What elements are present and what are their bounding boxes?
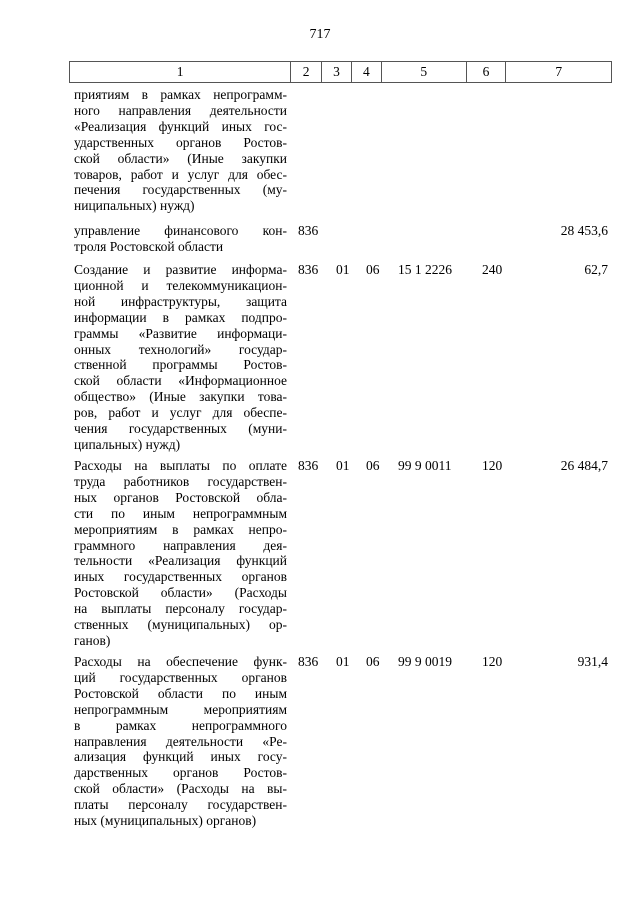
description-line: информации в рамках подпро- [74, 309, 287, 325]
description-line: направления деятельности «Ре- [74, 733, 287, 749]
description-line: печения государственных (му- [74, 182, 287, 198]
target-article-cell: 99 9 0019 [398, 654, 452, 669]
description-line: Расходы на выплаты по оплате [74, 458, 287, 473]
org-code-cell: 836 [298, 223, 319, 238]
org-code-cell: 836 [298, 262, 319, 277]
amount-cell: 62,7 [584, 262, 608, 277]
amount-cell: 26 484,7 [560, 458, 608, 473]
description-line: иных государственных органов [74, 569, 287, 585]
page-number: 717 [309, 27, 331, 42]
description-line: граммы «Развитие информаци- [74, 325, 287, 341]
description-line: сти по иным непрограммным [74, 505, 287, 521]
section-cell: 01 [336, 458, 350, 473]
table-header [69, 61, 612, 83]
column-header-5: 5 [382, 62, 467, 82]
description-line: ных (муниципальных) органов) [74, 813, 257, 829]
description-cell [74, 654, 287, 829]
description-cell [74, 223, 287, 255]
description-line: чения государственных (муни- [74, 421, 287, 437]
description-line: граммного направления дея- [74, 537, 287, 553]
description-line: ципальных) нужд) [74, 436, 181, 452]
description-cell [74, 458, 287, 649]
description-line: ного направления деятельности [74, 102, 287, 118]
description-line: Расходы на обеспечение функ- [74, 654, 287, 669]
description-line: общество» (Иные закупки това- [74, 389, 287, 405]
description-cell [74, 87, 287, 214]
description-line: ской области «Информационное [74, 373, 287, 389]
amount-cell: 931,4 [577, 654, 608, 669]
description-line: ных органов Ростовской обла- [74, 489, 287, 505]
description-line: ской области» (Иные закупки [74, 150, 287, 166]
description-line: ственной программы Ростов- [74, 357, 287, 373]
description-line: труда работников государствен- [74, 473, 287, 489]
amount-cell: 28 453,6 [560, 223, 608, 238]
description-line: ской области» (Расходы на вы- [74, 781, 287, 797]
description-line: ниципальных) нужд) [74, 198, 195, 214]
column-header-7: 7 [555, 64, 563, 79]
org-code-cell: 836 [298, 654, 319, 669]
column-header-1: 1 [70, 62, 291, 82]
description-line: ров, работ и услуг для обеспе- [74, 405, 287, 421]
section-cell: 01 [336, 654, 350, 669]
description-line: на выплаты персоналу государ- [74, 601, 287, 617]
description-line: ной инфраструктуры, защита [74, 293, 287, 309]
description-line: Ростовской области по иным [74, 685, 287, 701]
target-article-cell: 99 9 0011 [398, 458, 452, 473]
column-header-6: 6 [467, 62, 507, 82]
description-line: ций государственных органов [74, 669, 287, 685]
subsection-cell: 06 [366, 262, 380, 277]
description-line: Ростовской области» (Расходы [74, 585, 287, 601]
description-line: ализация функций иных госу- [74, 749, 287, 765]
subsection-cell: 06 [366, 654, 380, 669]
description-line: онных технологий» государ- [74, 341, 287, 357]
description-line: приятиям в рамках непрограмм- [74, 87, 287, 102]
target-article-cell: 15 1 2226 [398, 262, 452, 277]
expense-type-cell: 120 [482, 654, 503, 669]
description-cell [74, 262, 287, 453]
description-line: «Реализация функций иных гос- [74, 118, 287, 134]
description-line: ганов) [74, 632, 111, 648]
column-header-3: 3 [322, 62, 352, 82]
expense-type-cell: 120 [482, 458, 503, 473]
subsection-cell: 06 [366, 458, 380, 473]
description-line: ционной и телекоммуникацион- [74, 277, 287, 293]
expense-type-cell: 240 [482, 262, 503, 277]
description-line: управление финансового кон- [74, 223, 287, 238]
description-line: платы персоналу государствен- [74, 797, 287, 813]
description-line: мероприятиям в рамках непро- [74, 521, 287, 537]
section-cell: 01 [336, 262, 350, 277]
description-line: дарственных органов Ростов- [74, 765, 287, 781]
description-line: троля Ростовской области [74, 238, 224, 254]
description-line: ударственных органов Ростов- [74, 134, 287, 150]
description-line: тельности «Реализация функций [74, 553, 287, 569]
description-line: в рамках непрограммного [74, 717, 287, 733]
org-code-cell: 836 [298, 458, 319, 473]
column-header-2: 2 [291, 62, 322, 82]
description-line: непрограммным мероприятиям [74, 701, 287, 717]
column-header-4: 4 [352, 62, 382, 82]
description-line: товаров, работ и услуг для обес- [74, 166, 287, 182]
description-line: ственных (муниципальных) ор- [74, 617, 287, 633]
description-line: Создание и развитие информа- [74, 262, 287, 277]
